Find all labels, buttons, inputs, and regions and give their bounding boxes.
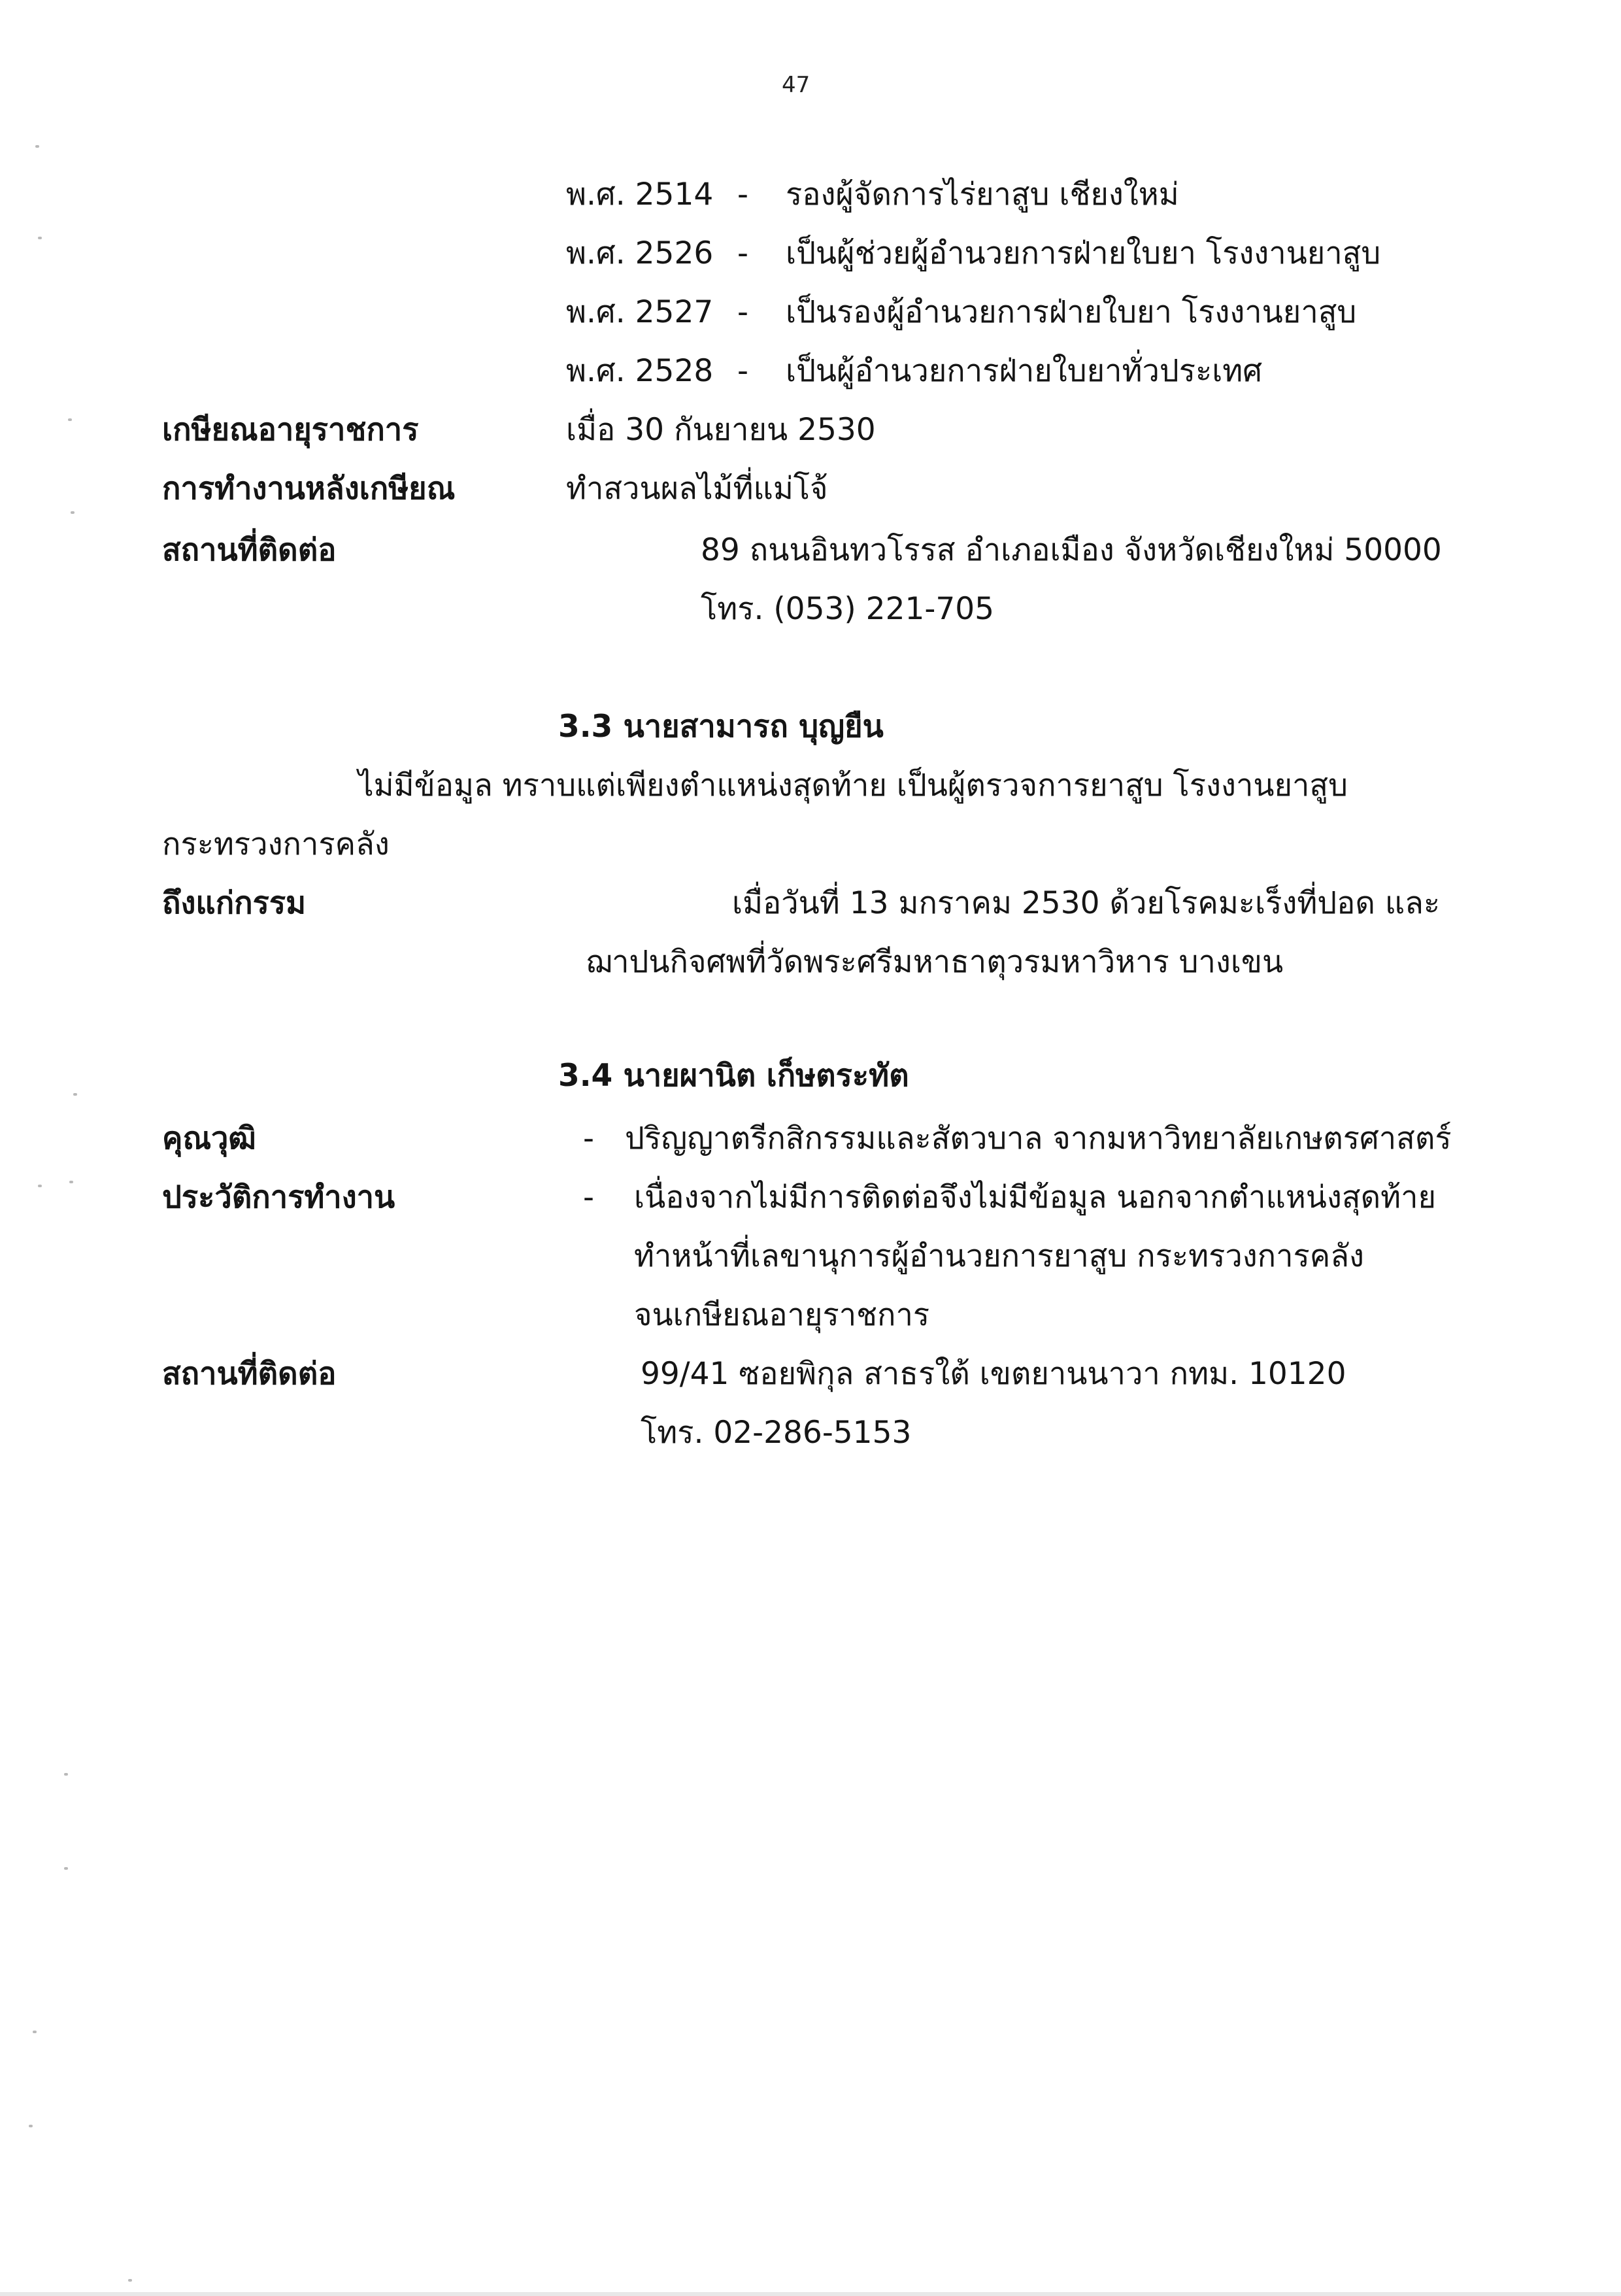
career-year-4: พ.ศ. 2528 (566, 353, 714, 389)
career-year-1: พ.ศ. 2514 (566, 177, 714, 212)
qualification-dash: - (583, 1121, 594, 1156)
work-history-line1: เนื่องจากไม่มีการติดต่อจึงไม่มีข้อมูล นอกจากตำแหน่งสุดท้าย (634, 1179, 1437, 1215)
scan-speck (73, 1093, 77, 1096)
section-3-4-heading: 3.4 นายผานิต เก็ษตระทัต (558, 1058, 909, 1094)
retirement-value: เมื่อ 30 กันยายน 2530 (566, 412, 876, 448)
work-history-line3: จนเกษียณอายุราชการ (634, 1297, 930, 1333)
contact-label-1: สถานที่ติดต่อ (162, 532, 337, 568)
work-history-label: ประวัติการทำงาน (162, 1179, 395, 1215)
scan-speck (29, 2125, 33, 2127)
section-3-3-para-line2: กระทรวงการคลัง (162, 826, 390, 862)
post-retirement-label: การทำงานหลังเกษียณ (162, 471, 456, 507)
career-dash-2: - (737, 235, 748, 271)
work-history-line2: ทำหน้าที่เลขานุการผู้อำนวยการยาสูบ กระทรวงการคลัง (634, 1238, 1364, 1274)
retirement-label: เกษียณอายุราชการ (162, 412, 419, 448)
scan-speck (69, 1181, 73, 1183)
scan-speck (38, 1185, 42, 1187)
qualification-label: คุณวุฒิ (162, 1121, 256, 1156)
contact-phone-2: โทร. 02-286-5153 (641, 1415, 912, 1451)
scan-speck (68, 418, 72, 421)
career-desc-2: เป็นผู้ช่วยผู้อำนวยการฝ่ายใบยา โรงงานยาสูบ (786, 235, 1381, 271)
contact-phone-1: โทร. (053) 221-705 (701, 591, 995, 627)
career-dash-1: - (737, 177, 748, 212)
death-line2: ฌาปนกิจศพที่วัดพระศรีมหาธาตุวรมหาวิหาร บางเขน (586, 944, 1284, 980)
section-3-3-para-line1: ไม่มีข้อมูล ทราบแต่เพียงตำแหน่งสุดท้าย เป็นผู้ตรวจการยาสูบ โรงงานยาสูบ (358, 768, 1348, 803)
career-dash-4: - (737, 353, 748, 389)
contact-address-2: 99/41 ซอยพิกุล สาธรใต้ เขตยานนาวา กทม. 10120 (641, 1356, 1346, 1392)
scan-speck (38, 237, 42, 239)
career-dash-3: - (737, 294, 748, 330)
death-label: ถึงแก่กรรม (162, 885, 307, 921)
qualification-value: ปริญญาตรีกสิกรรมและสัตวบาล จากมหาวิทยาลัยเกษตรศาสตร์ (625, 1121, 1452, 1156)
scan-speck (64, 1867, 68, 1870)
scan-speck (33, 2031, 37, 2033)
contact-address-1: 89 ถนนอินทวโรรส อำเภอเมือง จังหวัดเชียงใหม่ 50000 (701, 532, 1442, 568)
section-3-3-heading: 3.3 นายสามารถ บุญยืน (558, 709, 884, 745)
scan-speck (128, 2279, 132, 2282)
career-desc-4: เป็นผู้อำนวยการฝ่ายใบยาทั่วประเทศ (786, 353, 1263, 389)
post-retirement-value: ทำสวนผลไม้ที่แม่โจ้ (566, 471, 828, 507)
career-year-3: พ.ศ. 2527 (566, 294, 714, 330)
career-year-2: พ.ศ. 2526 (566, 235, 714, 271)
career-desc-3: เป็นรองผู้อำนวยการฝ่ายใบยา โรงงานยาสูบ (786, 294, 1357, 330)
scan-speck (71, 511, 75, 514)
work-history-dash: - (583, 1179, 594, 1215)
death-line1: เมื่อวันที่ 13 มกราคม 2530 ด้วยโรคมะเร็งที่ปอด และ (732, 885, 1441, 921)
contact-label-2: สถานที่ติดต่อ (162, 1356, 337, 1392)
scan-speck (35, 145, 39, 148)
scan-bottom-edge (0, 2292, 1621, 2296)
scan-speck (64, 1773, 68, 1776)
page-number: 47 (782, 72, 811, 98)
career-desc-1: รองผู้จัดการไร่ยาสูบ เชียงใหม่ (786, 177, 1179, 212)
